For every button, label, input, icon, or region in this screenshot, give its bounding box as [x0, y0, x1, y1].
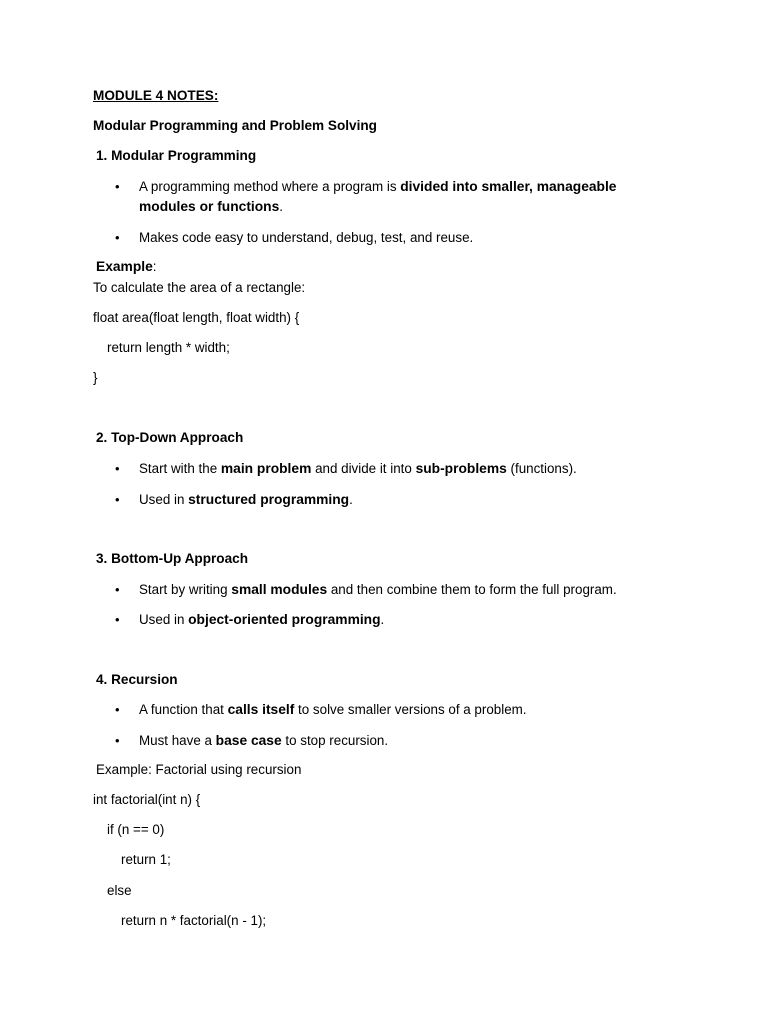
bullet-icon: • — [115, 492, 120, 507]
bullet-text-bold: sub-problems — [415, 461, 507, 476]
bullet-icon: • — [115, 230, 120, 245]
bullet-text-run: and then combine them to form the full program. — [327, 582, 617, 597]
section-heading-top-down: 2. Top-Down Approach — [96, 430, 244, 445]
bullet-icon: • — [115, 702, 120, 717]
code-line: else — [107, 883, 132, 898]
bullet-text-bold: small modules — [231, 582, 328, 597]
bullet-text-run: . — [349, 492, 353, 507]
list-item — [115, 580, 675, 600]
code-line: return 1; — [121, 852, 171, 867]
bullet-icon: • — [115, 733, 120, 748]
section-heading-recursion: 4. Recursion — [96, 672, 178, 687]
bullet-text-run: and divide it into — [311, 461, 416, 476]
bullet-text-run: to solve smaller versions of a problem. — [294, 702, 527, 717]
list-item — [115, 490, 675, 510]
example-label: Example: Factorial using recursion — [96, 762, 302, 777]
bullet-text-run: . — [279, 199, 284, 214]
code-line: return n * factorial(n - 1); — [121, 913, 267, 928]
list-item — [115, 700, 675, 720]
code-line: } — [93, 370, 98, 385]
bullet-icon: • — [115, 582, 120, 597]
code-line: float area(float length, float width) { — [93, 310, 300, 325]
list-item — [115, 731, 675, 751]
bullet-icon: • — [115, 461, 120, 476]
list-item — [115, 610, 675, 630]
bullet-text-run: A function that — [139, 702, 228, 717]
list-item — [115, 228, 675, 248]
bullet-text-bold: main problem — [220, 461, 312, 476]
list-item — [115, 177, 675, 217]
code-line: return length * width; — [107, 340, 230, 355]
bullet-text — [139, 177, 659, 217]
bullet-text — [139, 580, 659, 600]
bullet-text-bold: base case — [215, 733, 282, 748]
section-heading-bottom-up: 3. Bottom-Up Approach — [96, 551, 249, 566]
example-label — [96, 258, 157, 276]
bullet-text — [139, 459, 659, 479]
bullet-text-bold: structured programming — [188, 492, 350, 507]
example-label-text: Example — [96, 259, 153, 274]
example-label-colon: : — [152, 259, 157, 274]
bullet-text — [139, 490, 659, 510]
bullet-icon: • — [115, 179, 120, 194]
bullet-icon: • — [115, 612, 120, 627]
bullet-text-run: Start with the — [139, 461, 221, 476]
bullet-text — [139, 610, 659, 630]
bullet-text-run: Used in — [139, 492, 189, 507]
code-line: int factorial(int n) { — [93, 792, 201, 807]
bullet-text — [139, 731, 659, 751]
bullet-text-run: A programming method where a program is — [139, 179, 401, 194]
bullet-text — [139, 700, 659, 720]
bullet-text-bold: calls itself — [227, 702, 295, 717]
module-title: MODULE 4 NOTES: — [93, 88, 219, 103]
section-heading-modular-programming: 1. Modular Programming — [96, 148, 257, 163]
bullet-text-run: Must have a — [139, 733, 216, 748]
bullet-text-run: Makes code easy to understand, debug, test, and reuse. — [139, 230, 474, 245]
bullet-text-run: . — [380, 612, 385, 627]
bullet-text-run: (functions). — [506, 461, 577, 476]
code-line: if (n == 0) — [107, 822, 165, 837]
bullet-text — [139, 228, 659, 248]
bullet-text-bold: divided into smaller, manageable modules or functions — [139, 179, 617, 214]
bullet-text-bold: object-oriented programming — [188, 612, 381, 627]
bullet-text-run: Start by writing — [139, 582, 232, 597]
bullet-text-run: to stop recursion. — [281, 733, 389, 748]
document-subtitle: Modular Programming and Problem Solving — [93, 118, 377, 133]
example-intro: To calculate the area of a rectangle: — [93, 280, 306, 295]
list-item — [115, 459, 675, 479]
bullet-text-run: Used in — [139, 612, 189, 627]
